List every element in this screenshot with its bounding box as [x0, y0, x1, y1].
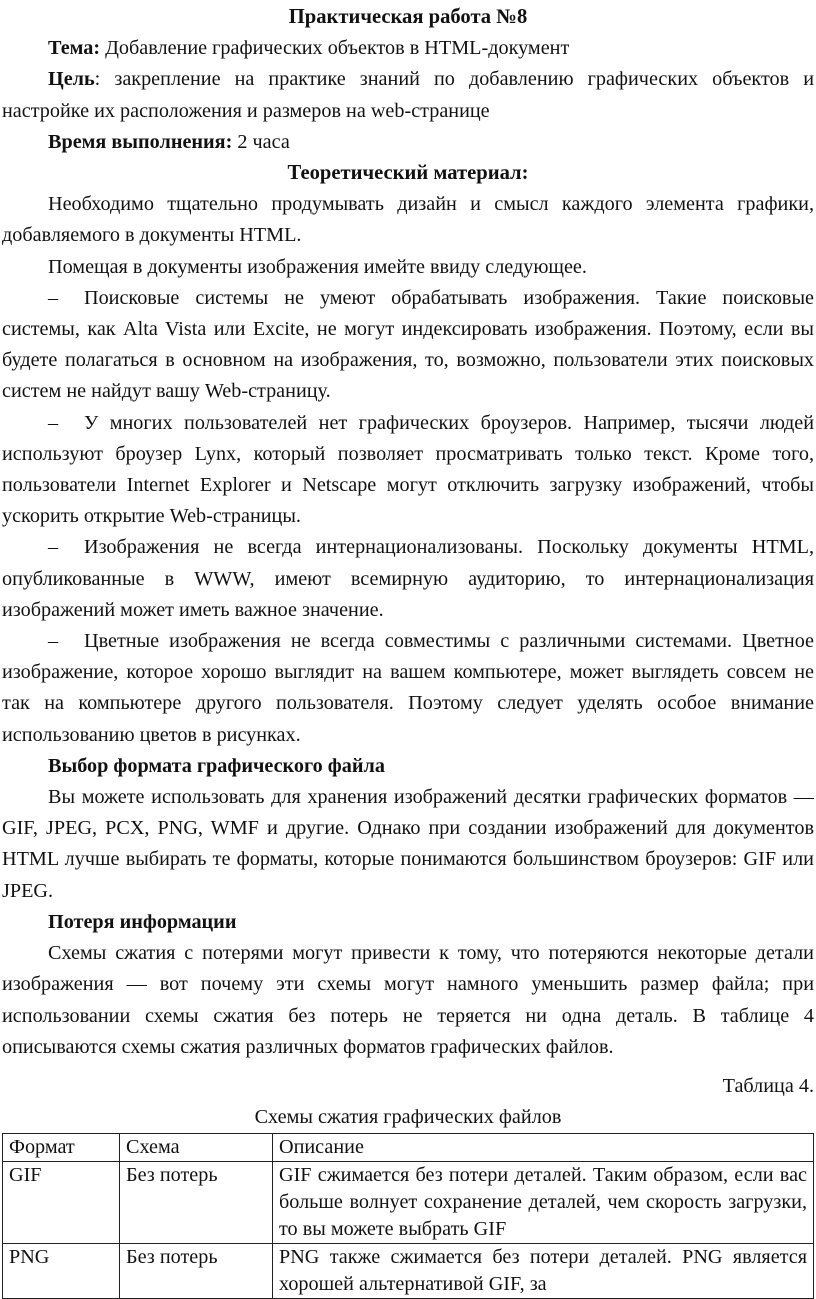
bullet-text: У многих пользователей нет графических броузеров. Например, тысячи людей используют броузер Lynx, который позволяет просматривать только текст. Кроме того, пользователи Internet Explorer и Netscape могут отключить загрузку изображений, чтобы ускорить открытие Web-страницы. — [2, 411, 814, 528]
dash-marker: – — [48, 411, 59, 434]
dash-marker: – — [48, 630, 59, 653]
table-cell-description: PNG также сжимается без потери деталей. PNG является хорошей альтернативой GIF, за — [273, 1244, 814, 1299]
goal-paragraph — [2, 64, 814, 126]
column-header-description: Описание — [273, 1134, 814, 1162]
table-cell-format: GIF — [3, 1162, 120, 1244]
loss-paragraph: Схемы сжатия с потерями могут привести к тому, что потеряются некоторые детали изображения — вот почему эти схемы могут намного уменьшить размер файла; при использовании схемы сжатия без потерь не теряется ни одна деталь. В таблице 4 описываются схемы сжатия различных форматов графических файлов. — [2, 942, 814, 1058]
table-header-row — [3, 1134, 814, 1162]
topic-label: Тема: — [48, 37, 101, 60]
table-cell-scheme: Без потерь — [120, 1244, 273, 1299]
duration-text: 2 часа — [232, 130, 290, 153]
loss-heading-text: Потеря информации — [48, 910, 237, 933]
dash-marker: – — [48, 286, 59, 309]
table-cell-format: PNG — [3, 1244, 120, 1299]
column-header-format: Формат — [3, 1134, 120, 1162]
topic-line — [2, 33, 814, 64]
table-cell-description: GIF сжимается без потери деталей. Таким образом, если вас больше волнует сохранение деталей, чем скорость загрузки, то вы можете выбрать GIF — [273, 1162, 814, 1244]
table-row — [3, 1162, 814, 1244]
table-cell-scheme: Без потерь — [120, 1162, 273, 1244]
goal-text: : закрепление на практике знаний по добавлению графических объектов и настройке их расположения и размеров на web-странице — [2, 68, 814, 122]
theory-paragraph-2: Помещая в документы изображения имейте ввиду следующее. — [48, 255, 587, 278]
bullet-text: Поисковые системы не умеют обрабатывать изображения. Такие поисковые системы, как Alta Vista или Excite, не могут индексировать изображения. Поэтому, если вы будете полагаться в основном на изображения, то, возможно, пользователи этих поисковых систем не найдут вашу Web-страницу. — [2, 286, 814, 403]
bullet-text: Изображения не всегда интернационализованы. Поскольку документы HTML, опубликованные в WWW, имеют всемирную аудиторию, то интернационализация изображений может иметь важное значение. — [2, 536, 814, 621]
loss-heading — [2, 907, 814, 938]
goal-label: Цель — [48, 68, 95, 91]
column-header-scheme: Схема — [120, 1134, 273, 1162]
bullet-item — [2, 283, 814, 408]
duration-line — [2, 127, 814, 158]
theory-paragraph-1: Необходимо тщательно продумывать дизайн и смысл каждого элемента графики, добавляемого в документы HTML. — [2, 193, 814, 247]
bullet-item — [2, 532, 814, 626]
format-heading-text: Выбор формата графического файла — [48, 754, 385, 777]
page-title: Практическая работа №8 — [288, 6, 528, 28]
format-paragraph: Вы можете использовать для хранения изображений десятки графических форматов — GIF, JPEG, PCX, PNG, WMF и другие. Однако при создании изображений для документов HTML лучше выбирать те форматы, которые понимаются большинством броузеров: GIF или JPEG. — [2, 786, 814, 902]
compression-table — [2, 1133, 814, 1299]
theory-heading: Теоретический материал: — [287, 162, 529, 185]
dash-marker: – — [48, 536, 59, 559]
bullet-text: Цветные изображения не всегда совместимы с различными системами. Цветное изображение, которое хорошо выглядит на вашем компьютере, может выглядеть совсем не так на компьютере другого пользователя. Поэтому следует уделять особое внимание использованию цветов в рисунках. — [2, 630, 814, 746]
table-row — [3, 1244, 814, 1299]
bullet-item — [2, 626, 814, 751]
duration-label: Время выполнения: — [48, 130, 233, 153]
bullet-item — [2, 408, 814, 533]
table-number: Таблица 4. — [722, 1074, 814, 1097]
table-caption: Схемы сжатия графических файлов — [254, 1106, 562, 1129]
topic-text: Добавление графических объектов в HTML-документ — [100, 37, 570, 60]
format-heading — [2, 751, 814, 782]
